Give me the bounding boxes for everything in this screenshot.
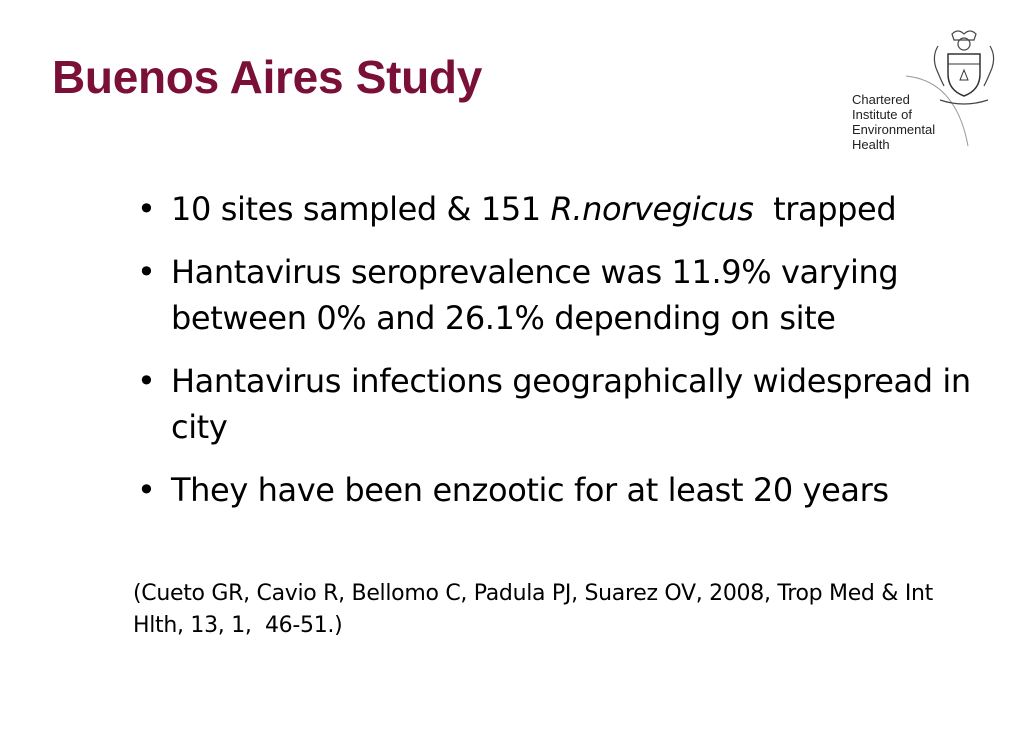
bullet-text: Hantavirus infections geographically widespread in city xyxy=(171,362,971,446)
bullet-item xyxy=(133,249,993,341)
bullet-list xyxy=(133,186,993,530)
logo-line: Health xyxy=(852,137,890,152)
bullet-item xyxy=(133,467,993,513)
bullet-text: 10 sites sampled & 151 xyxy=(171,190,551,228)
bullet-item xyxy=(133,358,993,450)
bullet-text: Hantavirus seroprevalence was 11.9% varying between 0% and 26.1% depending on site xyxy=(171,253,899,337)
ciehs-logo xyxy=(846,26,996,172)
logo-line: Chartered xyxy=(852,92,910,107)
bullet-species-name: R.norvegicus xyxy=(550,190,754,228)
bullet-text: They have been enzootic for at least 20 years xyxy=(171,471,889,509)
logo-line: Environmental xyxy=(852,122,936,137)
citation: (Cueto GR, Cavio R, Bellomo C, Padula PJ, Suarez OV, 2008, Trop Med & Int Hlth, 13, 1, 46-51.) xyxy=(133,581,940,638)
slide-title: Buenos Aires Study xyxy=(52,51,482,103)
bullet-item xyxy=(133,186,993,232)
logo-line: Institute of xyxy=(852,107,912,122)
logo-wordmark xyxy=(852,92,935,152)
bullet-text-post: trapped xyxy=(753,190,897,228)
